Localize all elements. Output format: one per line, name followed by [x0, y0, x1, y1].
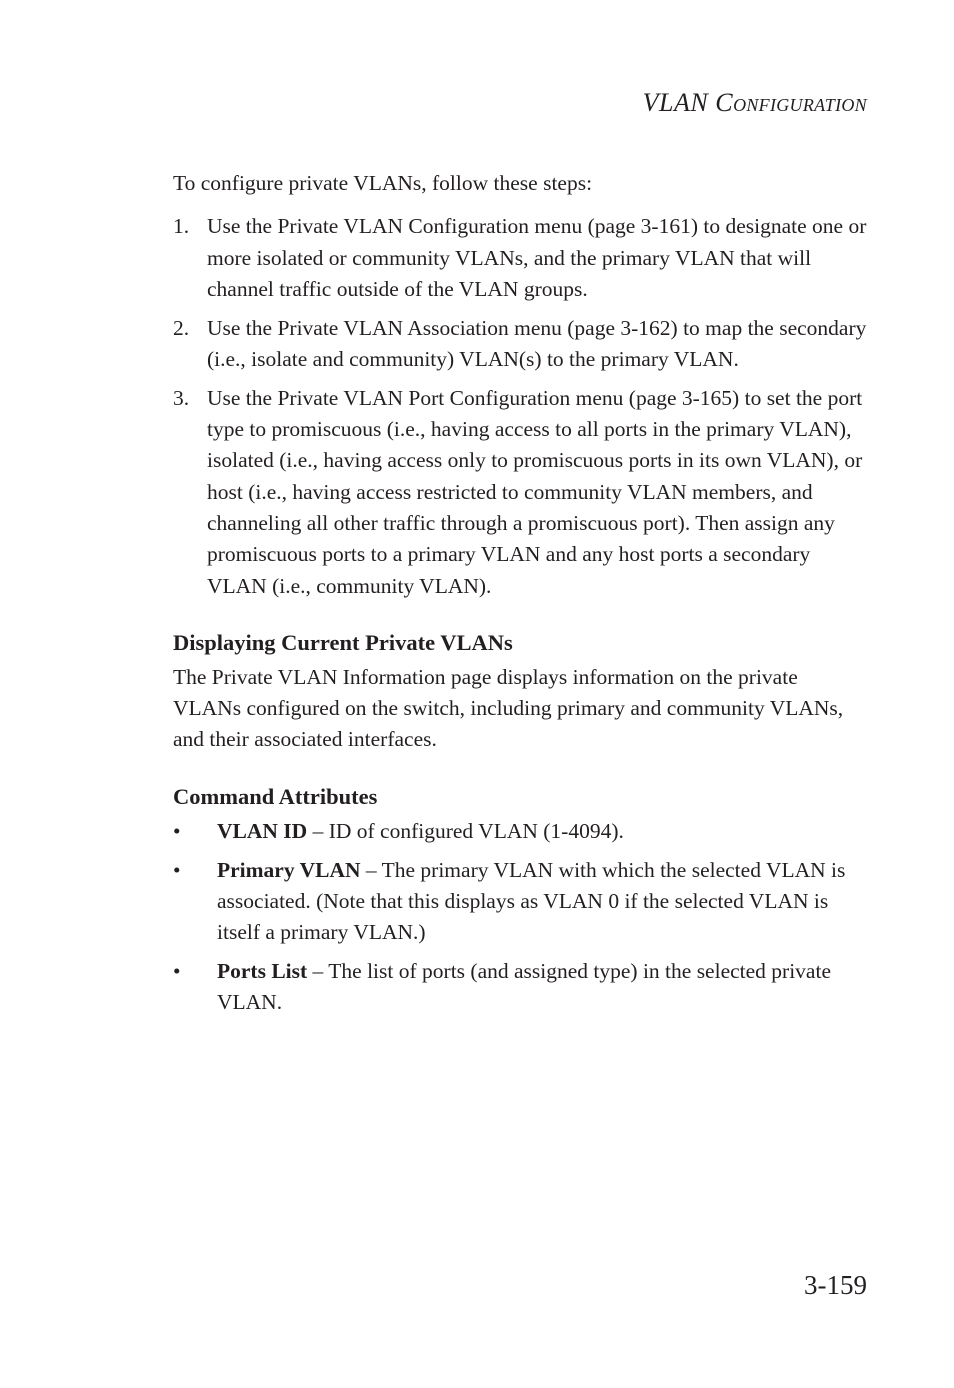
step-text: Use the Private VLAN Port Configuration menu (page 3-165) to set the port type to promiscuous (i.e., having access to all ports in the primary VLAN), isolated (i.e., having access only to promiscuous ports in its own VLAN), or host (i.e., having access restricted to community VLAN members, and channeling all other traffic through a promiscuous port). Then assign any promiscuous ports to a primary VLAN and any host ports a secondary VLAN (i.e., community VLAN). — [207, 385, 863, 598]
attribute-term: VLAN ID — [217, 818, 308, 843]
attribute-description: – The primary VLAN with which the selected VLAN is associated. (Note that this displays as VLAN 0 if the selected VLAN is itself a primary VLAN.) — [217, 857, 846, 945]
list-item — [173, 383, 867, 602]
step-text: Use the Private VLAN Association menu (page 3-162) to map the secondary (i.e., isolate and community) VLAN(s) to the primary VLAN. — [207, 315, 867, 371]
list-item — [173, 313, 867, 376]
attribute-description: – The list of ports (and assigned type) in the selected private VLAN. — [217, 958, 831, 1015]
page-content — [173, 168, 867, 1026]
section-body-paragraph: The Private VLAN Information page displays information on the private VLANs configured on the switch, including primary and community VLANs, and their associated interfaces. — [173, 664, 844, 752]
attribute-description: – ID of configured VLAN (1-4094). — [307, 818, 624, 843]
header-title-cap: C — [715, 88, 734, 117]
list-item — [173, 816, 867, 847]
attributes-list — [173, 816, 867, 1019]
list-item — [173, 211, 867, 305]
header-title-smallcaps: ONFIGURATION — [733, 95, 867, 115]
intro-paragraph: To configure private VLANs, follow these steps: — [173, 171, 593, 195]
section-heading-command-attributes: Command Attributes — [173, 783, 378, 809]
attribute-term: Primary VLAN — [217, 857, 361, 882]
steps-list — [173, 211, 867, 602]
bullet-icon: • — [173, 958, 181, 983]
bullet-icon: • — [173, 818, 181, 843]
header-title-main: VLAN — [642, 88, 709, 117]
step-number: 3. — [173, 385, 190, 410]
running-header — [643, 88, 867, 118]
bullet-icon: • — [173, 857, 181, 882]
section-heading-displaying: Displaying Current Private VLANs — [173, 629, 513, 655]
attribute-term: Ports List — [217, 958, 308, 983]
step-number: 1. — [173, 214, 190, 239]
list-item — [173, 855, 867, 949]
step-text: Use the Private VLAN Configuration menu (page 3-161) to designate one or more isolated or community VLANs, and the primary VLAN that will channel traffic outside of the VLAN groups. — [207, 214, 867, 301]
step-number: 2. — [173, 315, 190, 340]
list-item — [173, 956, 867, 1019]
page-number: 3-159 — [804, 1270, 867, 1300]
